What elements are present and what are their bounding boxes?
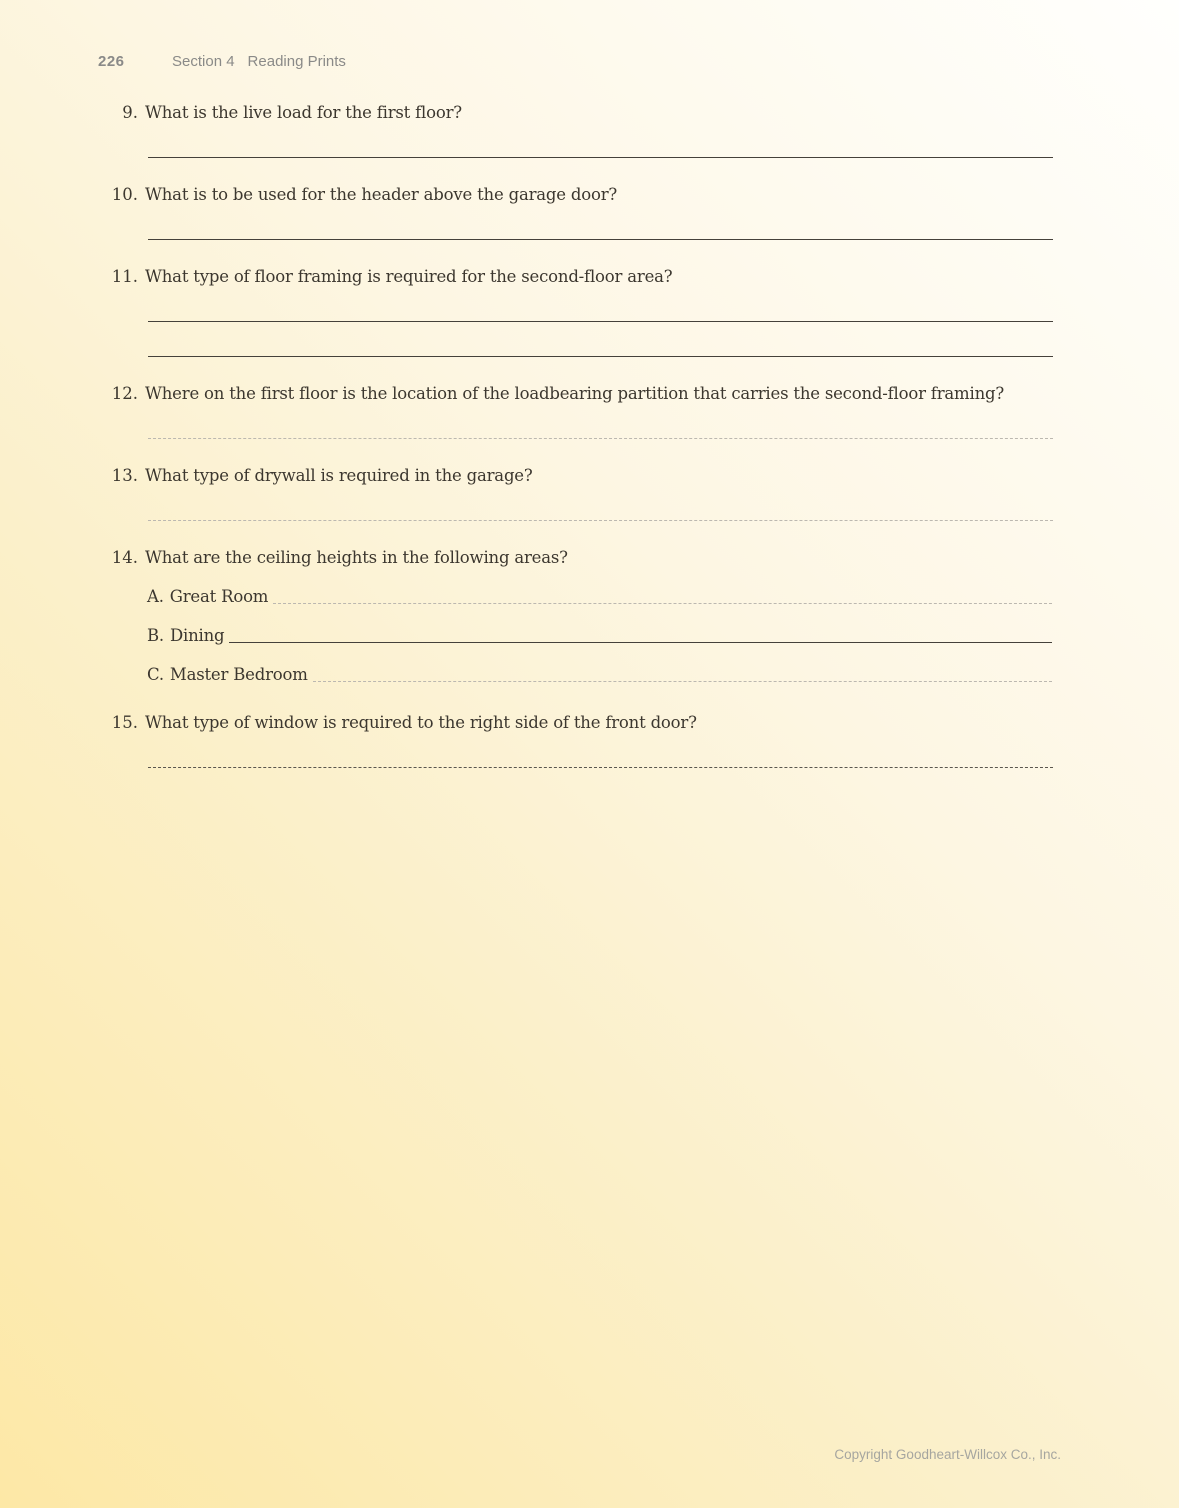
subitem-letter: A. — [147, 587, 164, 606]
question-text: What are the ceiling heights in the following areas? — [145, 548, 568, 567]
section-title: Reading Prints — [247, 53, 346, 70]
subitem-label: Great Room — [169, 587, 269, 606]
copyright-text: Copyright Goodheart-Willcox Co., Inc. — [834, 1447, 1061, 1462]
answer-line — [148, 438, 1053, 439]
answer-line — [148, 239, 1053, 240]
question-number: 10. — [111, 185, 138, 204]
subitem-master-bedroom — [147, 664, 1052, 686]
subitem-letter: B. — [147, 626, 164, 645]
page-footer — [834, 1447, 1061, 1462]
answer-line — [148, 767, 1053, 768]
answer-line — [273, 603, 1052, 604]
answer-line — [313, 681, 1052, 682]
question-text: What is to be used for the header above the garage door? — [145, 185, 618, 204]
subitem-dining — [147, 625, 1052, 647]
answer-line — [148, 520, 1053, 521]
question-11 — [98, 266, 1179, 288]
question-text: What type of window is required to the right side of the front door? — [145, 713, 697, 732]
page-header — [98, 53, 346, 70]
question-15 — [98, 712, 1179, 734]
question-number: 9. — [122, 103, 138, 122]
question-number: 14. — [111, 548, 138, 567]
question-number: 11. — [111, 267, 138, 286]
question-9 — [98, 102, 1179, 124]
question-text: Where on the first floor is the location of the loadbearing partition that carries the second-floor framing? — [145, 384, 1004, 403]
question-number: 13. — [111, 466, 138, 485]
question-14 — [98, 547, 1179, 569]
answer-line — [148, 321, 1053, 322]
question-text: What type of floor framing is required for the second-floor area? — [145, 267, 673, 286]
question-number: 12. — [111, 384, 138, 403]
question-text: What is the live load for the first floor? — [145, 103, 462, 122]
subitem-label: Master Bedroom — [169, 665, 308, 684]
answer-line — [148, 157, 1053, 158]
question-number: 15. — [111, 713, 138, 732]
question-10 — [98, 184, 1179, 206]
subitem-label: Dining — [169, 626, 225, 645]
answer-line — [148, 356, 1053, 357]
subitem-letter: C. — [147, 665, 164, 684]
question-12 — [98, 383, 1179, 405]
subitem-great-room — [147, 586, 1052, 608]
section-label: Section 4 — [172, 53, 235, 70]
question-text: What type of drywall is required in the garage? — [145, 466, 533, 485]
page-number: 226 — [98, 53, 125, 70]
questions-area — [0, 94, 1179, 768]
question-13 — [98, 465, 1179, 487]
answer-line — [229, 642, 1052, 643]
